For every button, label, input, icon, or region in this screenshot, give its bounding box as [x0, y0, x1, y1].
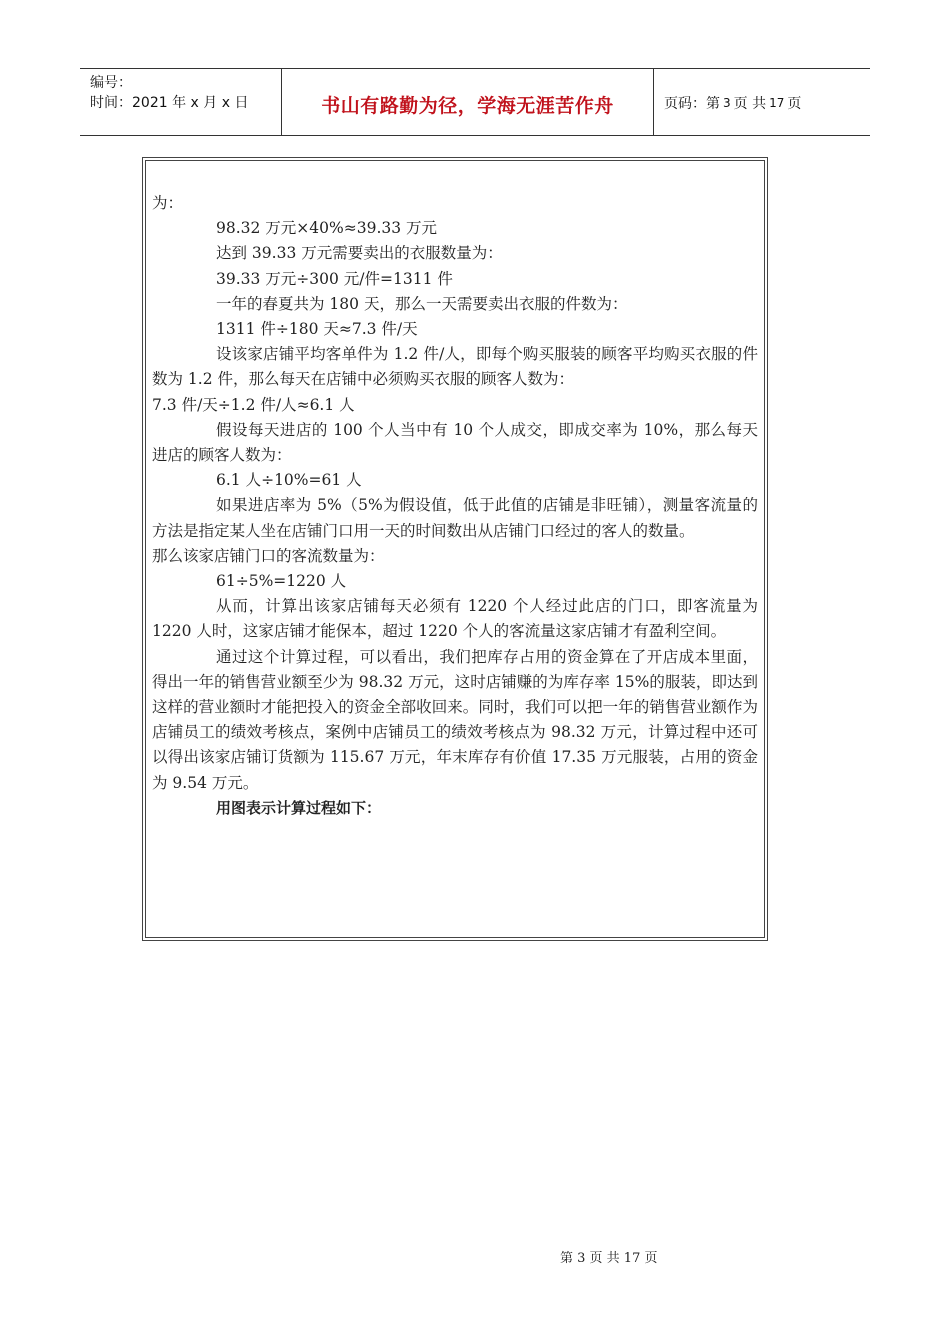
content-paragraph: 那么该家店铺门口的客流数量为： — [152, 546, 385, 565]
document-number-label: 编号： — [90, 75, 132, 91]
content-frame — [142, 157, 768, 941]
page-header — [80, 68, 870, 136]
content-paragraph: 如果进店率为 5%（5%为假设值，低于此值的店铺是非旺铺），测量客流量的方法是指定某人坐在店铺门口用一天的时间数出从店铺门口经过的客人的数量。 — [152, 496, 758, 540]
content-paragraph: 39.33 万元÷300 元/件=1311 件 — [216, 269, 453, 288]
content-paragraph: 1311 件÷180 天≈7.3 件/天 — [216, 320, 418, 339]
page-footer: 第 3 页 共 17 页 — [560, 1251, 658, 1266]
content-paragraph: 通过这个计算过程，可以看出，我们把库存占用的资金算在了开店成本里面，得出一年的销售营业额至少为 98.32 万元，这时店铺赚的为库存率 15%的服装，即达到这样的营业额时才能把投入的资金全部收回来。同时，我们可以把一年的销售营业额作为店铺员工的绩效考核点，案例中店铺员工的绩效考核点为 98.32 万元，计算过程中还可以得出该家店铺订货额为 115.67 万元，年末库存有价值 17.35 万元服装，占用的资金为 9.54 万元。 — [152, 647, 758, 792]
content-paragraph: 6.1 人÷10%=61 人 — [216, 471, 362, 490]
content-paragraph: 设该家店铺平均客单件为 1.2 件/人，即每个购买服装的顾客平均购买衣服的件数为 1.2 件，那么每天在店铺中必须购买衣服的顾客人数为： — [152, 345, 758, 389]
content-paragraph: 假设每天进店的 100 个人当中有 10 个人成交，即成交率为 10%，那么每天进店的顾客人数为： — [152, 420, 758, 465]
content-paragraph: 达到 39.33 万元需要卖出的衣服数量为： — [216, 244, 503, 263]
page-suffix: 页 — [787, 96, 802, 112]
content-paragraph: 7.3 件/天÷1.2 件/人≈6.1 人 — [152, 395, 355, 414]
header-meta — [80, 69, 282, 135]
content-paragraph: 用图表示计算过程如下： — [216, 798, 382, 817]
page-total: 17 — [769, 96, 785, 110]
header-motto: 书山有路勤为径，学海无涯苦作舟 — [282, 69, 654, 135]
content-paragraph: 61÷5%=1220 人 — [216, 572, 347, 591]
document-date: 时间：2021 年 x 月 x 日 — [90, 95, 249, 111]
content-paragraph: 一年的春夏共为 180 天，那么一天需要卖出衣服的件数为： — [216, 294, 628, 313]
header-page-info — [654, 69, 870, 135]
content-paragraph: 为： — [152, 194, 184, 212]
page-prefix: 页码：第 — [664, 96, 720, 112]
page-mid: 页 共 — [733, 96, 767, 112]
content-paragraph: 从而，计算出该家店铺每天必须有 1220 个人经过此店的门口，即客流量为 1220 人时，这家店铺才能保本，超过 1220 个人的客流量这家店铺才有盈利空间。 — [152, 597, 758, 641]
content-body — [145, 160, 765, 938]
content-paragraph: 98.32 万元×40%≈39.33 万元 — [216, 219, 438, 238]
page-current: 3 — [723, 96, 731, 110]
